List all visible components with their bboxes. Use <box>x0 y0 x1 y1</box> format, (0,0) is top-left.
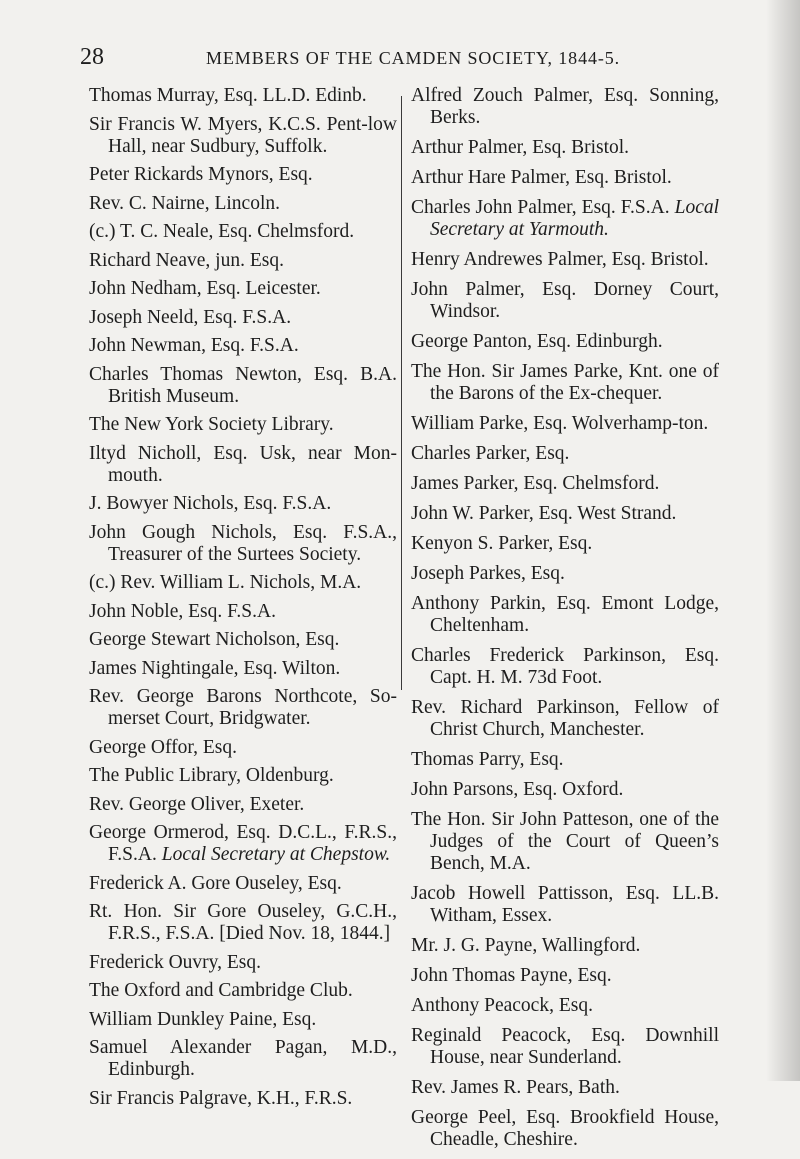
member-entry <box>89 1037 397 1081</box>
page-header <box>0 44 800 74</box>
member-entry-text: Rev. Richard Parkinson, Fellow of Christ Church, Manchester. <box>411 697 719 740</box>
member-entry-text: Kenyon S. Parker, Esq. <box>411 533 593 554</box>
member-entry-text: William Dunkley Paine, Esq. <box>89 1008 317 1030</box>
member-entry <box>89 414 397 436</box>
member-entry-text: Charles Thomas Newton, Esq. B.A. British Museum. <box>89 363 397 407</box>
member-entry-text: Richard Neave, jun. Esq. <box>89 249 284 271</box>
member-entry <box>411 167 719 189</box>
member-entry-office: Local Secretary at Yarmouth. <box>430 197 720 240</box>
member-entry-text: George Stewart Nicholson, Esq. <box>89 629 340 650</box>
member-entry <box>89 493 397 515</box>
page-edge-shadow <box>766 0 800 1081</box>
member-entry-text: Charles Frederick Parkinson, Esq. Capt. H. M. 73d Foot. <box>411 645 719 688</box>
member-entry-text: Joseph Neeld, Esq. F.S.A. <box>89 306 292 328</box>
member-entry <box>411 809 719 875</box>
member-entry <box>89 765 397 787</box>
member-entry-text: Rev. James R. Pears, Bath. <box>411 1077 620 1098</box>
member-entry <box>89 522 397 566</box>
member-entry <box>89 901 397 945</box>
member-entry <box>411 137 719 159</box>
column-divider <box>401 96 402 690</box>
member-entry <box>411 965 719 987</box>
member-entry <box>411 413 719 435</box>
member-entry-text: Arthur Hare Palmer, Esq. Bristol. <box>411 167 672 188</box>
member-entry <box>89 873 397 895</box>
member-entry-text: Alfred Zouch Palmer, Esq. Sonning, Berks. <box>411 85 719 128</box>
member-entry-text: Mr. J. G. Payne, Wallingford. <box>411 935 641 956</box>
member-entry <box>411 331 719 353</box>
member-entry <box>411 779 719 801</box>
member-entry <box>411 995 719 1017</box>
member-entry <box>411 1107 719 1151</box>
member-entry-text: John Parsons, Esq. Oxford. <box>411 779 624 800</box>
member-entry <box>411 503 719 525</box>
member-entry-text: Frederick Ouvry, Esq. <box>89 951 262 973</box>
member-entry-text: (c.) Rev. William L. Nichols, M.A. <box>89 572 362 593</box>
member-entry <box>411 749 719 771</box>
member-entry-text: Sir Francis Palgrave, K.H., F.R.S. <box>89 1087 353 1109</box>
member-entry <box>411 1077 719 1099</box>
member-entry <box>411 935 719 957</box>
member-entry-text: Charles John Palmer, Esq. F.S.A. <box>411 197 670 218</box>
member-entry-text: The Public Library, Oldenburg. <box>89 765 334 786</box>
left-column <box>89 85 397 1116</box>
member-entry <box>89 686 397 730</box>
member-entry <box>411 85 719 129</box>
right-column <box>411 85 719 1159</box>
member-entry-text: Charles Parker, Esq. <box>411 443 570 464</box>
member-entry <box>411 197 719 241</box>
member-entry <box>89 221 397 243</box>
member-entry <box>411 361 719 405</box>
member-entry-text: John Newman, Esq. F.S.A. <box>89 335 299 356</box>
member-entry-text: Arthur Palmer, Esq. Bristol. <box>411 137 630 158</box>
member-entry <box>89 250 397 272</box>
member-entry <box>89 737 397 759</box>
member-entry <box>411 563 719 585</box>
member-entry <box>411 533 719 555</box>
member-entry <box>89 1009 397 1031</box>
member-entry <box>89 572 397 594</box>
member-entry <box>89 1088 397 1110</box>
member-entry <box>411 473 719 495</box>
member-entry-text: Henry Andrewes Palmer, Esq. Bristol. <box>411 249 709 270</box>
member-entry <box>89 601 397 623</box>
member-entry <box>411 443 719 465</box>
member-entry-text: Thomas Parry, Esq. <box>411 749 564 770</box>
running-head: MEMBERS OF THE CAMDEN SOCIETY, 1844-5. <box>206 48 621 68</box>
member-entry <box>89 822 397 866</box>
member-entry-text: Anthony Parkin, Esq. Emont Lodge, Cheltenham. <box>411 593 719 636</box>
member-entry-text: Peter Rickards Mynors, Esq. <box>89 164 313 185</box>
member-entry <box>411 697 719 741</box>
member-entry-text: The Hon. Sir John Patteson, one of the Judges of the Court of Queen’s Bench, M.A. <box>411 809 719 874</box>
member-entry <box>411 249 719 271</box>
member-entry-text: Jacob Howell Pattisson, Esq. LL.B. Witham, Essex. <box>411 883 719 926</box>
member-entry <box>89 307 397 329</box>
member-entry-text: Joseph Parkes, Esq. <box>411 563 565 584</box>
member-entry-text: Reginald Peacock, Esq. Downhill House, near Sunderland. <box>411 1025 719 1068</box>
member-entry <box>89 335 397 357</box>
member-entry-text: John Palmer, Esq. Dorney Court, Windsor. <box>411 279 719 322</box>
member-entry <box>411 1025 719 1069</box>
member-entry-text: The New York Society Library. <box>89 414 334 435</box>
member-entry-text: John Gough Nichols, Esq. F.S.A., Treasurer of the Surtees Society. <box>89 521 397 565</box>
member-entry-text: J. Bowyer Nichols, Esq. F.S.A. <box>89 493 332 514</box>
member-entry-office: Local Secretary at Chepstow. <box>161 844 391 865</box>
member-entry <box>89 85 397 107</box>
member-entry-text: Rev. George Oliver, Exeter. <box>89 793 305 815</box>
member-entry <box>89 629 397 651</box>
member-entry-text: James Parker, Esq. Chelmsford. <box>411 473 660 494</box>
member-entry-text: The Hon. Sir James Parke, Knt. one of the Barons of the Ex-chequer. <box>411 361 719 404</box>
member-entry-text: James Nightingale, Esq. Wilton. <box>89 657 341 679</box>
member-entry-text: George Offor, Esq. <box>89 736 237 758</box>
member-entry-text: John W. Parker, Esq. West Strand. <box>411 503 677 524</box>
member-entry-text: Sir Francis W. Myers, K.C.S. Pent-low Hall, near Sudbury, Suffolk. <box>89 113 397 157</box>
member-entry-text: The Oxford and Cambridge Club. <box>89 980 353 1001</box>
member-entry-text: William Parke, Esq. Wolverhamp-ton. <box>411 413 709 434</box>
member-entry <box>411 883 719 927</box>
member-entry <box>411 593 719 637</box>
page-number: 28 <box>80 44 104 70</box>
member-entry <box>89 952 397 974</box>
member-entry <box>89 658 397 680</box>
member-entry-text: John Nedham, Esq. Leicester. <box>89 278 321 299</box>
member-entry <box>89 114 397 158</box>
member-entry-text: Rev. C. Nairne, Lincoln. <box>89 192 280 214</box>
member-entry <box>89 278 397 300</box>
member-entry-text: George Peel, Esq. Brookfield House, Cheadle, Cheshire. <box>411 1107 719 1150</box>
member-entry-text: John Noble, Esq. F.S.A. <box>89 600 276 622</box>
member-entry-text: (c.) T. C. Neale, Esq. Chelmsford. <box>89 221 355 242</box>
member-entry-text: Rt. Hon. Sir Gore Ouseley, G.C.H., F.R.S., F.S.A. [Died Nov. 18, 1844.] <box>89 901 397 944</box>
member-entry <box>89 193 397 215</box>
member-entry-text: Rev. George Barons Northcote, So-merset Court, Bridgwater. <box>89 686 397 729</box>
member-entry-text: Samuel Alexander Pagan, M.D., Edinburgh. <box>89 1037 397 1080</box>
member-entry-text: George Ormerod, Esq. D.C.L., F.R.S., F.S.A. <box>89 822 397 865</box>
member-entry <box>89 980 397 1002</box>
member-entry <box>89 443 397 487</box>
member-entry <box>411 279 719 323</box>
member-entry-text: John Thomas Payne, Esq. <box>411 965 612 986</box>
member-entry-text: Thomas Murray, Esq. LL.D. Edinb. <box>89 85 367 106</box>
member-entry-text: Anthony Peacock, Esq. <box>411 995 593 1016</box>
member-entry <box>89 164 397 186</box>
member-entry-text: Iltyd Nicholl, Esq. Usk, near Mon-mouth. <box>89 442 397 486</box>
member-entry <box>411 645 719 689</box>
member-entry-text: Frederick A. Gore Ouseley, Esq. <box>89 872 342 894</box>
member-entry-text: George Panton, Esq. Edinburgh. <box>411 331 663 352</box>
member-entry <box>89 364 397 408</box>
member-entry <box>89 794 397 816</box>
